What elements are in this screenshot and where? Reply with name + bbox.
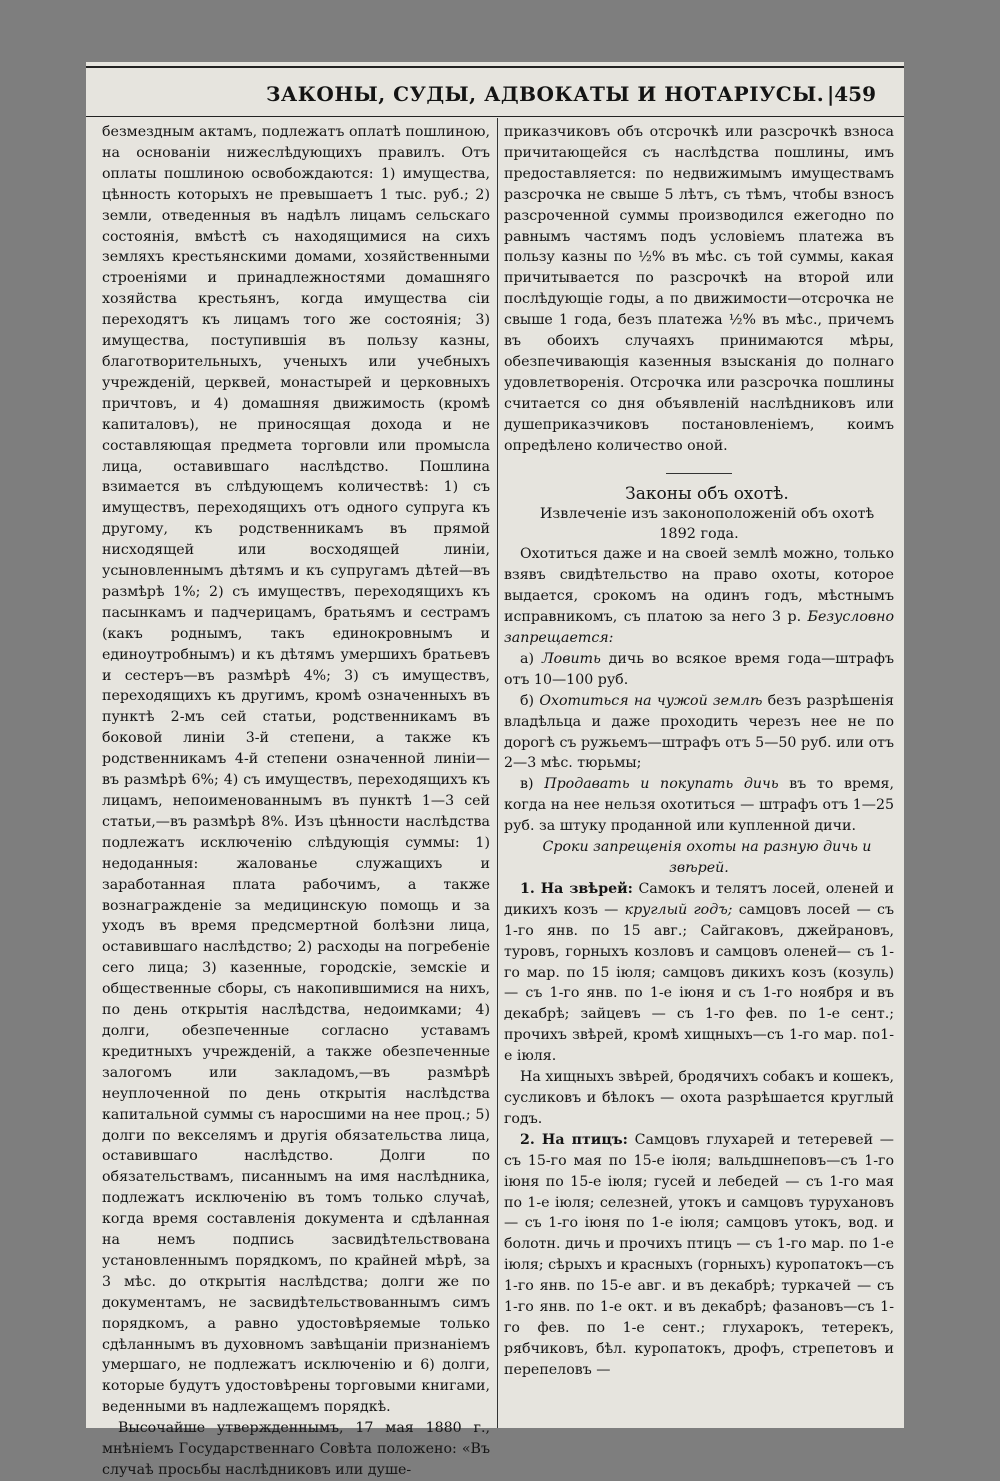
item-a-verb: Ловить bbox=[541, 650, 601, 667]
beasts-text-1: Самокъ и телятъ лосей, оленей и дикихъ козъ — bbox=[504, 880, 894, 918]
item-b-text: безъ разрѣшенія владѣльца и даже проходить черезъ нее не по дорогѣ съ ружьемъ—штрафъ отъ 5—50 руб. или отъ 2—3 мѣс. тюрьмы; bbox=[504, 692, 894, 772]
left-column bbox=[102, 122, 490, 1481]
section-subtitle: Извлеченіе изъ законоположеній объ охотѣ 1892 года. bbox=[539, 506, 875, 543]
right-paragraph-1: приказчиковъ объ отсрочкѣ или разсрочкѣ взноса причитающейся съ наслѣдства пошлины, имъ предоставляется: по недвижимымъ имуществамъ разсрочка не свыше 5 лѣтъ, съ тѣмъ, чтобы взносъ разсроченной суммы производился ежегодно по равнымъ частямъ подъ условіемъ платежа въ пользу казны по ½% въ мѣс. съ той суммы, какая причитывается по разсрочкѣ на второй или послѣдующіе годы, а по движимости—отсрочка не свыше 1 года, безъ платежа ½% въ мѣс., причемъ въ обоихъ случаяхъ принимаются мѣры, обезпечивающія казенныя взысканія до полнаго удовлетворенія. Отсрочка или разсрочка пошлины считается со дня объявленій наслѣдниковъ или душеприказчиковъ постановленіемъ, коимъ опредѣлено количество оной. bbox=[504, 124, 894, 454]
beasts-round-year: круглый годъ; bbox=[624, 901, 733, 918]
beasts-paragraph bbox=[504, 879, 894, 1067]
forbidden-heading: Безусловно запрещается: bbox=[504, 609, 895, 647]
list-item-b bbox=[504, 691, 894, 775]
item-b-label: б) bbox=[520, 692, 535, 709]
column-divider bbox=[497, 118, 498, 1428]
header-rule bbox=[86, 116, 904, 117]
page-number: |459 bbox=[826, 82, 876, 106]
item-b-verb: Охотиться на чужой землѣ bbox=[539, 692, 763, 709]
list-item-c bbox=[504, 774, 894, 837]
section-title: Законы объ охотѣ. bbox=[625, 483, 789, 504]
item-a-text: дичь во всякое время года—штрафъ отъ 10—100 руб. bbox=[504, 650, 895, 688]
birds-text: Самцовъ глухарей и тетеревей — съ 15-го мая по 15-е іюля; вальдшнеповъ—съ 1-го іюня по 15-е іюля; гусей и лебедей — съ 1-го мая по 1-е іюля; селезней, утокъ и самцовъ турухановъ — съ 1-го іюня по 1-е іюля; самцовъ утокъ, вод. и болотн. дичь и прочихъ птицъ — съ 1-го мар. по 1-е іюля; сѣрыхъ и красныхъ (горныхъ) куропатокъ—съ 1-го янв. по 15-е авг. и въ декабрѣ; туркачей — съ 1-го янв. по 1-е окт. и въ декабрѣ; фазановъ—съ 1-го фев. по 1-е сент.; глухарокъ, тетерекъ, рябчиковъ, бѣл. куропатокъ, дрофъ, стрепетовъ и перепеловъ — bbox=[504, 1131, 894, 1378]
page-header bbox=[86, 82, 904, 110]
running-title: ЗАКОНЫ, СУДЫ, АДВОКАТЫ И НОТАРIУСЫ. bbox=[266, 82, 825, 106]
item-a-label: а) bbox=[520, 650, 534, 667]
book-page bbox=[86, 62, 904, 1478]
list-item-a bbox=[504, 649, 894, 691]
birds-label: 2. На птицъ: bbox=[520, 1131, 628, 1148]
item-c-verb: Продавать и покупать дичь bbox=[544, 776, 779, 793]
predators-paragraph: На хищныхъ звѣрей, бродячихъ собакъ и кошекъ, сусликовъ и бѣлокъ — охота разрѣшается круглый годъ. bbox=[504, 1069, 894, 1127]
hunting-intro-text: Охотиться даже и на своей землѣ можно, только взявъ свидѣтельство на право охоты, которое выдается, срокомъ на одинъ годъ, мѣстнымъ исправникомъ, съ платою за него 3 р. bbox=[504, 546, 894, 626]
left-paragraph-2: Высочайше утвержденнымъ, 17 мая 1880 г., мнѣніемъ Государственнаго Совѣта положено: «Въ случаѣ просьбы наслѣдниковъ или душе- bbox=[102, 1420, 490, 1478]
right-column bbox=[504, 122, 894, 1381]
item-c-text: въ то время, когда на нее нельзя охотиться — штрафъ отъ 1—25 руб. за штуку проданной или купленной дичи. bbox=[504, 776, 894, 835]
beasts-text-2: самцовъ лосей — съ 1-го янв. по 15 авг.; Сайгаковъ, джейрановъ, туровъ, горныхъ козловъ и самцовъ оленей— съ 1-го мар. по 15 іюля; самцовъ дикихъ козъ (козуль) — съ 1-го янв. по 1-е іюня и съ 1-го ноября и въ декабрѣ; зайцевъ — съ 1-го фев. по 1-е сент.; прочихъ звѣрей, кромѣ хищныхъ—съ 1-го мар. по1-е іюля. bbox=[504, 901, 894, 1065]
left-paragraph-1: безмездным актамъ, подлежатъ оплатѣ пошлиною, на основаніи нижеслѣдующихъ правилъ. Отъ оплаты пошлиною освобождаются: 1) имущества, цѣнность которыхъ не превышаетъ 1 тыс. руб.; 2) земли, отведенныя въ надѣлъ лицамъ сельскаго состоянія, вмѣстѣ съ находящимися на сихъ земляхъ крестьянскими домами, хозяйственными строеніями и принадлежностями домашняго хозяйства крестьянъ, когда имущества сіи переходятъ къ лицамъ того же состоянія; 3) имущества, поступившія въ пользу казны, благотворительныхъ, ученыхъ или учебныхъ учрежденій, церквей, монастырей и церковныхъ причтовъ, и 4) домашняя движимость (кромѣ капиталовъ), не приносящая дохода и не составляющая предмета торговли или промысла лица, оставившаго наслѣдство. Пошлина взимается въ слѣдующемъ количествѣ: 1) съ имуществъ, переходящихъ отъ одного супруга къ другому, къ родственникамъ въ прямой нисходящей или восходящей линіи, усыновленнымъ дѣтямъ и къ супругамъ дѣтей—въ размѣрѣ 1%; 2) съ имуществъ, переходящихъ къ пасынкамъ и падчерицамъ, братьямъ и сестрамъ (какъ роднымъ, такъ единокровнымъ и единоутробнымъ) и къ дѣтямъ умершихъ братьевъ и сестеръ—въ размѣрѣ 4%; 3) съ имуществъ, переходящихъ къ другимъ, кромѣ означенныхъ въ пунктѣ 2-мъ сей статьи, родственникамъ въ боковой линіи 3-й степени, а также къ родственникамъ 4-й степени означенной линіи—въ размѣрѣ 6%; 4) съ имуществъ, переходящихъ къ лицамъ, непоименованнымъ въ пунктѣ 1—3 сей статьи,—въ размѣрѣ 8%. Изъ цѣнности наслѣдства подлежатъ исключенію слѣдующія суммы: 1) недоданныя: жалованье служащихъ и заработанная плата рабочимъ, а также вознагражденіе за медицинскую помощь и за уходъ въ время предсмертной болѣзни лица, оставившаго наслѣдство; 2) расходы на погребеніе сего лица; 3) казенные, городскіе, земскіе и общественные сборы, съ накопившимися на нихъ, по день открытія наслѣдства, недоимками; 4) долги, обезпеченные согласно уставамъ кредитныхъ учрежденій, а также обезпеченные залогомъ или закладомъ,—въ размѣрѣ неуплоченной по день открытія наслѣдства капитальной суммы съ наросшими на нее проц.; 5) долги по векселямъ и другія обязательства лица, оставившаго наслѣдство. Долги по обязательствамъ, писаннымъ на имя наслѣдника, подлежатъ исключенію въ томъ только случаѣ, когда время составленія документа и сдѣланная на немъ подпись засвидѣтельствована установленнымъ порядкомъ, по крайней мѣрѣ, за 3 мѣс. до открытія наслѣдства; долги же по документамъ, не засвидѣтельствованнымъ симъ порядкомъ, а равно удостовѣряемые только сдѣланнымъ въ духовномъ завѣщаніи признаніемъ умершаго, не подлежатъ исключенію и 6) долги, которые будутъ удостовѣрены торговыми книгами, веденными въ надлежащемъ порядкѣ. bbox=[102, 124, 490, 1416]
hunting-intro bbox=[504, 544, 894, 649]
top-rule bbox=[86, 66, 904, 68]
beasts-label: 1. На звѣрей: bbox=[520, 880, 633, 897]
item-c-label: в) bbox=[520, 776, 534, 793]
subsection-title: Сроки запрещенія охоты на разную дичь и звѣрей. bbox=[542, 839, 872, 876]
birds-paragraph bbox=[504, 1130, 894, 1381]
section-separator bbox=[666, 473, 732, 474]
